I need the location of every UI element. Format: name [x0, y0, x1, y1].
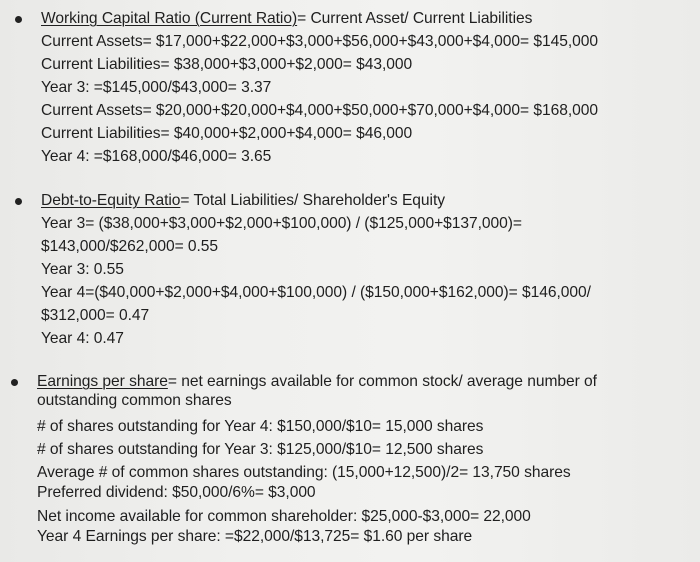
- text-line: Year 3= ($38,000+$3,000+$2,000+$100,000) / ($125,000+$137,000)=: [41, 215, 522, 232]
- text-line: Average # of common shares outstanding: (15,000+12,500)/2= 13,750 shares: [37, 464, 571, 481]
- section-heading: [41, 192, 445, 210]
- text-line: outstanding common shares: [37, 392, 232, 409]
- text-line: Current Liabilities= $40,000+$2,000+$4,000= $46,000: [41, 125, 413, 142]
- text-line: $143,000/$262,000= 0.55: [41, 238, 219, 255]
- text-line: Current Assets= $20,000+$20,000+$4,000+$50,000+$70,000+$4,000= $168,000: [41, 102, 599, 119]
- heading-definition: = Current Asset/ Current Liabilities: [297, 10, 533, 27]
- text-line: Year 4=($40,000+$2,000+$4,000+$100,000) / ($150,000+$162,000)= $146,000/: [41, 284, 591, 301]
- text-line: Year 4: 0.47: [41, 330, 124, 347]
- heading-definition: = Total Liabilities/ Shareholder's Equity: [180, 192, 445, 209]
- text-line: Net income available for common shareholder: $25,000-$3,000= 22,000: [37, 508, 531, 525]
- section-heading: [41, 10, 532, 28]
- heading-term: Earnings per share: [37, 373, 168, 390]
- bullet-point: [15, 198, 22, 205]
- heading-term: Working Capital Ratio (Current Ratio): [41, 10, 298, 27]
- text-line: Year 3: =$145,000/$43,000= 3.37: [41, 79, 272, 96]
- text-line: Year 4: =$168,000/$46,000= 3.65: [41, 148, 272, 165]
- bullet-point: [11, 379, 18, 386]
- heading-definition: = net earnings available for common stock/ average number of: [167, 373, 597, 390]
- text-line: # of shares outstanding for Year 4: $150,000/$10= 15,000 shares: [37, 418, 484, 435]
- text-line: $312,000= 0.47: [41, 307, 150, 324]
- text-line: Year 4 Earnings per share: =$22,000/$13,725= $1.60 per share: [37, 528, 473, 545]
- text-line: Current Liabilities= $38,000+$3,000+$2,000= $43,000: [41, 56, 413, 73]
- text-line: Year 3: 0.55: [41, 261, 124, 278]
- heading-term: Debt-to-Equity Ratio: [41, 192, 181, 209]
- text-line: # of shares outstanding for Year 3: $125,000/$10= 12,500 shares: [37, 441, 484, 458]
- text-line: Preferred dividend: $50,000/6%= $3,000: [37, 484, 316, 501]
- text-line: Current Assets= $17,000+$22,000+$3,000+$56,000+$43,000+$4,000= $145,000: [41, 33, 599, 50]
- section-heading: [37, 373, 597, 391]
- bullet-point: [15, 16, 22, 23]
